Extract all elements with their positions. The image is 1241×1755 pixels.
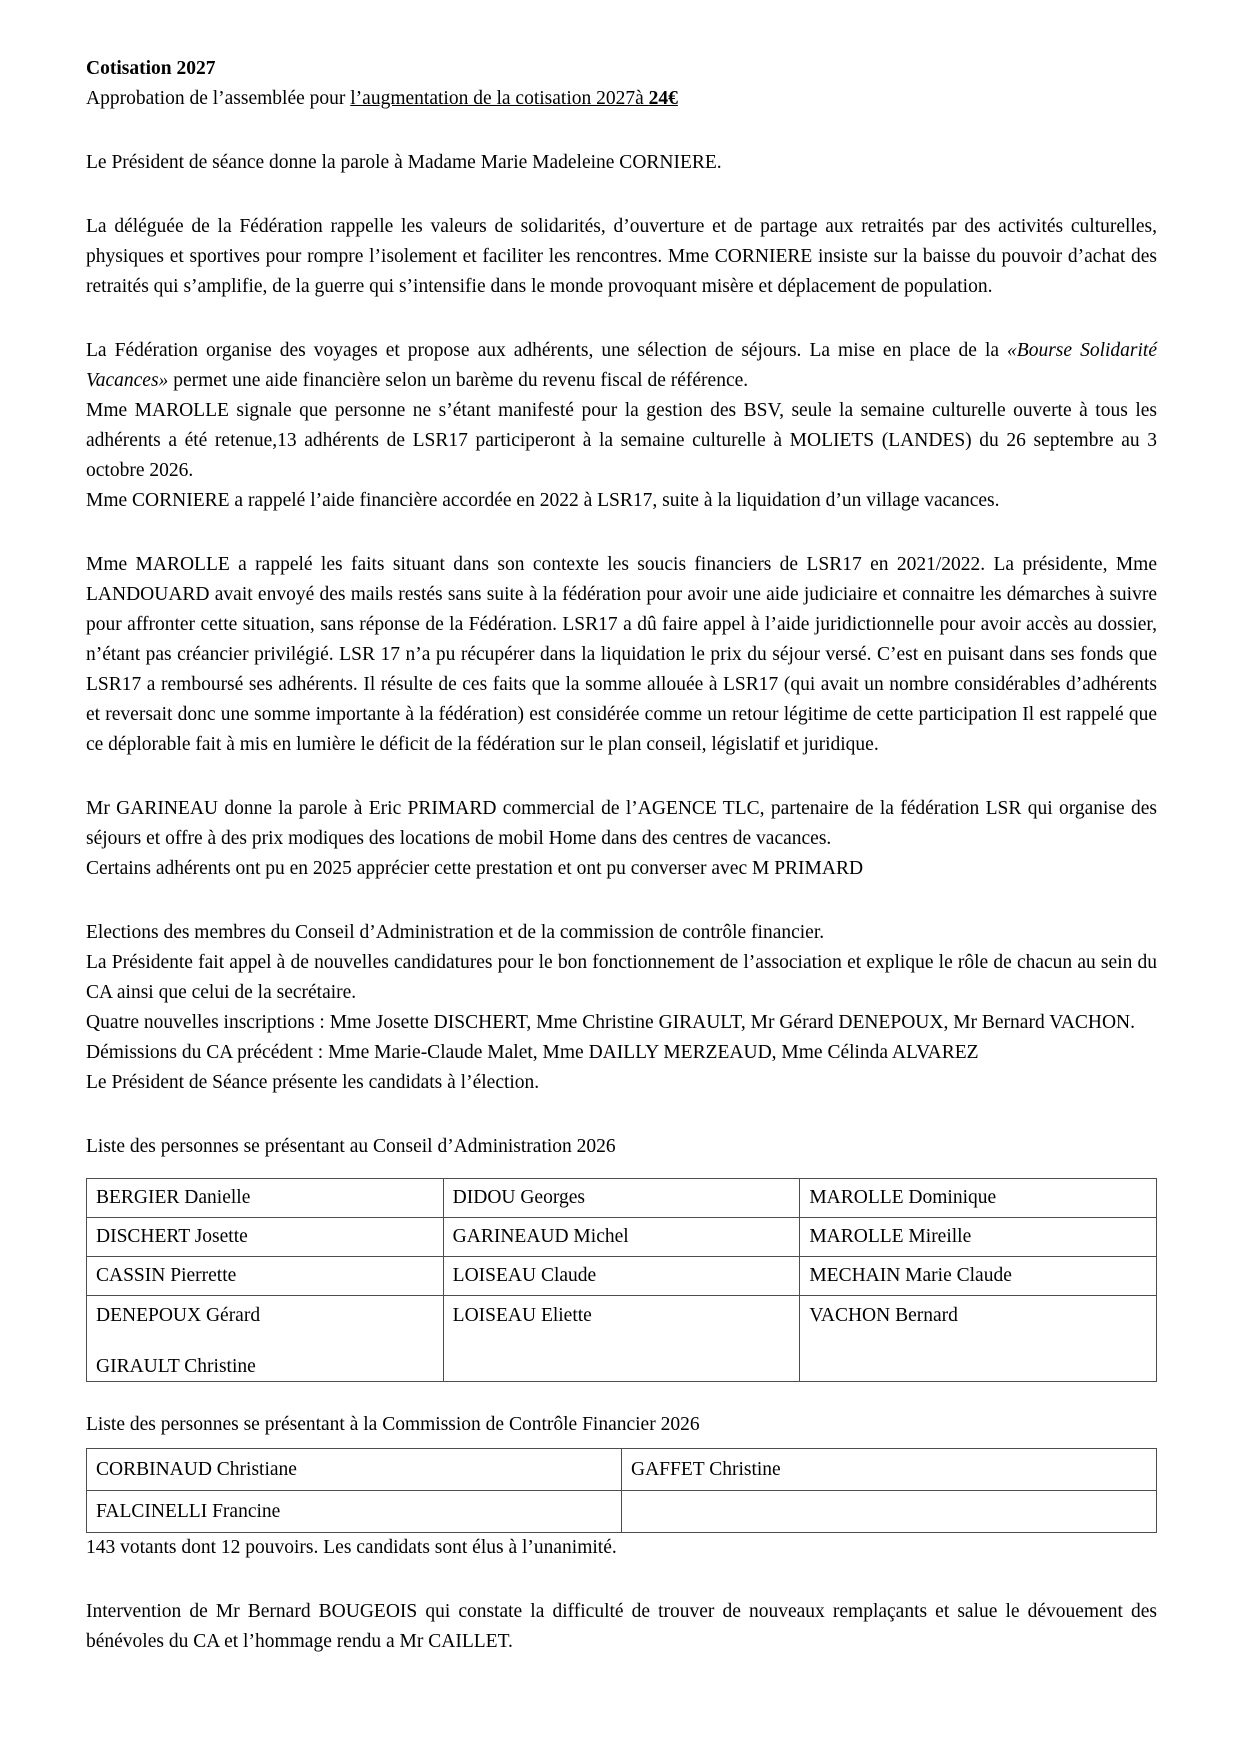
table-row — [87, 1179, 1157, 1218]
blank-line — [86, 1563, 1157, 1597]
blank-line — [86, 1098, 1157, 1132]
paragraph-garineau: Mr GARINEAU donne la parole à Eric PRIMARD commercial de l’AGENCE TLC, partenaire de la fédération LSR qui organise des séjours et offre à des prix modiques des locations de mobil Home dans des centres de vacances. — [86, 798, 1157, 849]
table-cell: GAFFET Christine — [622, 1449, 1157, 1491]
table-cell: LOISEAU Eliette — [443, 1296, 800, 1382]
table-cell: CORBINAUD Christiane — [87, 1449, 622, 1491]
blank-line — [86, 884, 1157, 918]
table-cell: DISCHERT Josette — [87, 1218, 444, 1257]
approbation-line — [86, 84, 1157, 114]
table-cell: MECHAIN Marie Claude — [800, 1257, 1157, 1296]
table-cell: MAROLLE Mireille — [800, 1218, 1157, 1257]
table-cell: MAROLLE Dominique — [800, 1179, 1157, 1218]
paragraph-federation-voyages: La Fédération organise des voyages et propose aux adhérents, une sélection de séjours. La mise en place de la «Bourse Solidarité Vacances» permet une aide financière selon un barème du revenu fiscal de référence. — [86, 340, 1157, 391]
table-cell: BERGIER Danielle — [87, 1179, 444, 1218]
blank-line — [86, 114, 1157, 148]
table-row — [87, 1491, 1157, 1533]
blank-line — [86, 178, 1157, 212]
table-cell — [87, 1296, 444, 1382]
section-title: Cotisation 2027 — [86, 58, 216, 79]
paragraph-presidente-appel: La Présidente fait appel à de nouvelles candidatures pour le bon fonctionnement de l’association et explique le rôle de chacun au sein du CA ainsi que celui de la secrétaire. — [86, 952, 1157, 1003]
blank-line — [86, 516, 1157, 550]
blank-line — [86, 302, 1157, 336]
table-cell: LOISEAU Claude — [443, 1257, 800, 1296]
paragraph-inscriptions: Quatre nouvelles inscriptions : Mme Josette DISCHERT, Mme Christine GIRAULT, Mr Gérard DENEPOUX, Mr Bernard VACHON. — [86, 1012, 1136, 1033]
ccf-table-heading: Liste des personnes se présentant à la Commission de Contrôle Financier 2026 — [86, 1414, 700, 1435]
paragraph-elections: Elections des membres du Conseil d’Administration et de la commission de contrôle financier. — [86, 922, 825, 943]
blank-line — [86, 1382, 1157, 1410]
cell-line-2: GIRAULT Christine — [96, 1356, 256, 1377]
table-cell: CASSIN Pierrette — [87, 1257, 444, 1296]
paragraph-votants: 143 votants dont 12 pouvoirs. Les candidats sont élus à l’unanimité. — [86, 1537, 617, 1558]
approbation-underlined: l’augmentation de la cotisation 2027à 24€ — [350, 88, 678, 109]
paragraph-certains-adherents: Certains adhérents ont pu en 2025 apprécier cette prestation et ont pu converser avec M PRIMARD — [86, 858, 864, 879]
table-cell: VACHON Bernard — [800, 1296, 1157, 1382]
bourse-solidarite-vacances: «Bourse Solidarité Vacances» — [86, 340, 1157, 391]
cell-line-1: DENEPOUX Gérard — [96, 1305, 261, 1326]
table-row — [87, 1218, 1157, 1257]
paragraph-deleguee: La déléguée de la Fédération rappelle les valeurs de solidarités, d’ouverture et de partage aux retraités par des activités culturelles, physiques et sportives pour rompre l’isolement et faciliter les rencontres. Mme CORNIERE insiste sur la baisse du pouvoir d’achat des retraités qui s’amplifie, de la guerre qui s’intensifie dans le monde provoquant misère et déplacement de population. — [86, 216, 1157, 297]
approbation-prefix: Approbation de l’assemblée pour — [86, 88, 351, 109]
table-cell: DIDOU Georges — [443, 1179, 800, 1218]
table-row — [87, 1296, 1157, 1382]
paragraph-president-candidats: Le Président de Séance présente les candidats à l’élection. — [86, 1072, 540, 1093]
paragraph-corniere-aide: Mme CORNIERE a rappelé l’aide financière accordée en 2022 à LSR17, suite à la liquidation d’un village vacances. — [86, 490, 1000, 511]
paragraph-intervention-bougeois: Intervention de Mr Bernard BOUGEOIS qui constate la difficulté de trouver de nouveaux remplaçants et salue le dévouement des bénévoles du CA et l’hommage rendu a Mr CAILLET. — [86, 1601, 1157, 1652]
table-cell: FALCINELLI Francine — [87, 1491, 622, 1533]
table-row — [87, 1449, 1157, 1491]
cotisation-amount: 24€ — [648, 88, 678, 109]
paragraph-demissions: Démissions du CA précédent : Mme Marie-Claude Malet, Mme DAILLY MERZEAUD, Mme Célinda ALVAREZ — [86, 1042, 979, 1063]
paragraph-marolle-faits: Mme MAROLLE a rappelé les faits situant dans son contexte les soucis financiers de LSR17 en 2021/2022. La présidente, Mme LANDOUARD avait envoyé des mails restés sans suite à la fédération pour avoir une aide judiciaire et connaitre les démarches à suivre pour affronter cette situation, sans réponse de la Fédération. LSR17 a dû faire appel à l’aide juridictionnelle pour avoir accès au dossier, n’étant pas créancier privilégié. LSR 17 n’a pu récupérer dans la liquidation le prix du séjour versé. C’est en puisant dans ses fonds que LSR17 a remboursé ses adhérents. Il résulte de ces faits que la somme allouée à LSR17 (qui avait un nombre considérables d’adhérents et reversait donc une somme importante à la fédération) est considérée comme un retour légitime de cette participation Il est rappelé que ce déplorable fait à mis en lumière le déficit de la fédération sur le plan conseil, législatif et juridique. — [86, 554, 1157, 755]
paragraph-marolle-bsv: Mme MAROLLE signale que personne ne s’étant manifesté pour la gestion des BSV, seule la semaine culturelle ouverte à tous les adhérents a été retenue,13 adhérents de LSR17 participeront à la semaine culturelle à MOLIETS (LANDES) du 26 septembre au 3 octobre 2026. — [86, 400, 1157, 481]
paragraph-president-parole: Le Président de séance donne la parole à Madame Marie Madeleine CORNIERE. — [86, 152, 722, 173]
table-cell — [622, 1491, 1157, 1533]
ca-table-heading: Liste des personnes se présentant au Conseil d’Administration 2026 — [86, 1136, 616, 1157]
ca-table — [86, 1178, 1157, 1382]
table-cell: GARINEAUD Michel — [443, 1218, 800, 1257]
blank-line — [86, 760, 1157, 794]
ccf-table — [86, 1448, 1157, 1533]
table-row — [87, 1257, 1157, 1296]
